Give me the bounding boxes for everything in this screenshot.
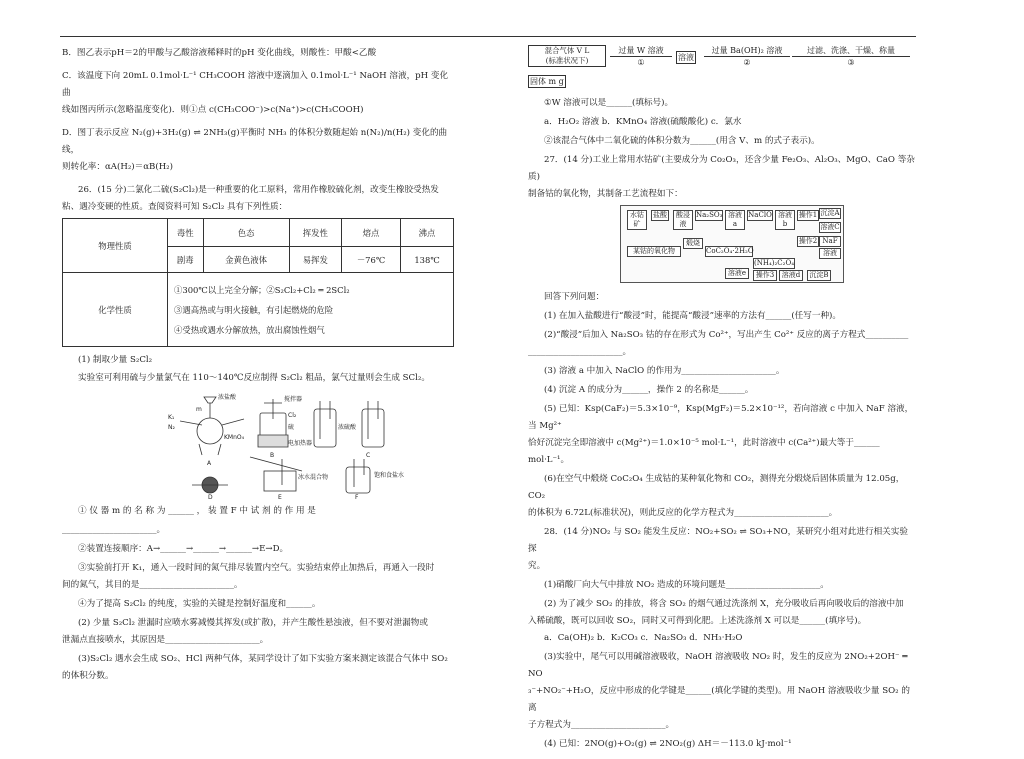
pf-hcl: 盐酸 xyxy=(653,211,667,219)
q28: 28．(14 分)NO₂ 与 SO₂ 能发生反应：NO₂+SO₂ ⇌ SO₃+NO，某研究小组对此进行相关实验探 xyxy=(528,527,908,554)
th-mp: 熔点 xyxy=(342,219,401,247)
t2b: 入稀硫酸，既可以回收 SO₂，同时又可得到化肥。上述洗涤剂 X 可以是______(填序号)。 xyxy=(528,616,867,626)
t3b: ₃⁻+NO₂⁻+H₂O，反应中形成的化学键是______(填化学键的类型)。用 NaOH 溶液吸收少量 SO₂ 的离 xyxy=(528,686,910,713)
ice-bath-icon xyxy=(264,471,296,491)
td-tox: 剧毒 xyxy=(168,247,204,273)
r1: (1) 在加入盐酸进行“酸浸”时，能提高“酸浸”速率的方法有______(任写一种)。 xyxy=(544,311,841,321)
option-d-line1: D．图丁表示反应 N₂(g)+3H₂(g) ⇌ 2NH₃(g)平衡时 NH₃ 的体积分数随起始 n(N₂)/n(H₂) 变化的曲线， xyxy=(62,128,448,155)
td-vol: 易挥发 xyxy=(289,247,341,273)
th-vol: 挥发性 xyxy=(289,219,341,247)
q27-line1: 27．(14 分)工业上常用水钴矿(主要成分为 Co₂O₃，还含少量 Fe₂O₃、Al₂O₃、MgO、CaO 等杂质) xyxy=(528,155,915,182)
r2: (2)“酸浸”后加入 Na₂SO₃ 钴的存在形式为 Co²⁺，写出产生 Co²⁺ 反应的离子方程式__________ xyxy=(544,330,909,340)
ice-label: 冰水混合物 xyxy=(298,474,329,481)
flow-step2: 过量 Ba(OH)₂ 溶液 xyxy=(704,45,790,57)
sat-label: 饱和食盐水 xyxy=(374,472,405,479)
pf-nh4: (NH₄)₂C₂O₄ xyxy=(754,259,795,267)
q26-line1: 26．(15 分)二氯化二硫(S₂Cl₂)是一种重要的化工原料，常用作橡胶硫化剂，改变生橡胶受热发 xyxy=(78,185,439,195)
pf-leach: 酸浸液 xyxy=(673,210,693,230)
t1: (1)硝酸厂向大气中排放 NO₂ 造成的环境问题是______________________。 xyxy=(544,580,829,590)
a6: (3)S₂Cl₂ 遇水会生成 SO₂、HCl 两种气体，某同学设计了如下实验方案来测定该混合气体中 SO₂ xyxy=(78,654,448,664)
pf-sold: 溶液d xyxy=(779,270,803,281)
option-d-line2: 则转化率：αA(H₂)＝αB(H₂) xyxy=(62,162,173,172)
apparatus-figure xyxy=(62,389,454,499)
r6b: 的体积为 6.72L(标准状况)，则此反应的化学方程式为______________________。 xyxy=(528,508,838,518)
sub1: (1) 制取少量 S₂Cl₂ xyxy=(78,355,153,365)
r5b: 恰好沉淀完全即溶液中 c(Mg²⁺)＝1.0×10⁻⁵ mol·L⁻¹，此时溶液中 c(Ca²⁺)最大等于______ mol·L⁻¹。 xyxy=(528,438,880,465)
m-label: m xyxy=(196,406,202,413)
pf-naf: NaF xyxy=(819,236,841,247)
r6: (6)在空气中煅烧 CoC₂O₄ 生成钴的某种氧化物和 CO₂，测得充分煅烧后固体质量为 12.05g，CO₂ xyxy=(528,474,905,501)
r2b: ______________________。 xyxy=(528,347,632,357)
s-label: 硫 xyxy=(288,424,295,431)
flow-cond: (标准状况下) xyxy=(545,56,589,65)
h2so4-label: 浓硫酸 xyxy=(338,424,357,431)
pf-naclo: NaClO xyxy=(748,211,772,219)
bottle-f-icon xyxy=(346,467,370,493)
flask-a-icon xyxy=(197,418,223,444)
th-bp: 沸点 xyxy=(401,219,454,247)
td-mp: －76℃ xyxy=(342,247,401,273)
fig-f: F xyxy=(355,494,359,499)
flow-step3: 过滤、洗涤、干燥、称量 xyxy=(792,45,910,57)
t4: (4) 已知：2NO(g)+O₂(g) ⇌ 2NO₂(g) ΔH＝－113.0 kJ·mol⁻¹ xyxy=(544,739,792,749)
funnel-icon xyxy=(204,397,216,403)
bottle-c-icon xyxy=(314,409,336,447)
t2c: a．Ca(OH)₂ b．K₂CO₃ c．Na₂SO₃ d．NH₃·H₂O xyxy=(544,633,743,643)
bottle-f-top-icon xyxy=(362,409,384,447)
pf-op3: 操作3 xyxy=(753,270,777,281)
t2: (2) 为了减少 SO₂ 的排放，将含 SO₂ 的烟气通过洗涤剂 X，充分吸收后再向吸收后的溶液中加 xyxy=(544,599,904,609)
w1: ①W 溶液可以是______(填标号)。 xyxy=(544,98,674,108)
th-tox: 毒性 xyxy=(168,219,204,247)
pf-soln: 溶液 xyxy=(819,248,841,259)
pf-solb: 溶液b xyxy=(775,210,795,230)
pf-solc: 溶液C xyxy=(820,223,840,231)
right-column xyxy=(528,95,915,759)
chem-2: ③遇高热或与明火接触，有引起燃烧的危险 xyxy=(174,304,334,315)
a6b: 的体积分数。 xyxy=(62,671,114,681)
pf-pa: 沉淀A xyxy=(820,209,840,217)
kmno4-label: KMnO₄ xyxy=(224,434,245,441)
fig-a: A xyxy=(207,460,212,467)
pf-sole: 溶液e xyxy=(725,268,749,279)
r4: (4) 沉淀 A 的成分为______，操作 2 的名称是______。 xyxy=(544,385,754,395)
td-bp: 138℃ xyxy=(401,247,454,273)
pf-sola: 溶液a xyxy=(725,210,745,230)
fig-b: B xyxy=(270,452,275,459)
w2: a．H₂O₂ 溶液 b．KMnO₄ 溶液(硫酸酸化) c．氯水 xyxy=(544,117,742,127)
q26-line2: 粘、遇冷变硬的性质。查阅资料可知 S₂Cl₂ 具有下列性质： xyxy=(62,202,288,212)
cl2-label: Cl₂ xyxy=(288,412,297,419)
th-color: 色态 xyxy=(203,219,289,247)
a3: ③实验前打开 K₁，通入一段时间的氮气排尽装置内空气。实验结束停止加热后，再通入一段时 xyxy=(78,563,435,573)
header-rule xyxy=(60,36,916,37)
pf-pb: 沉淀B xyxy=(807,270,831,281)
pf-na2so3: Na₂SO₃ xyxy=(696,211,723,219)
chem-3: ④受热或遇水分解放热，放出腐蚀性烟气 xyxy=(174,324,325,335)
properties-table xyxy=(62,218,454,347)
a1b: ______________________。 xyxy=(62,525,166,535)
stir-label: 搅拌器 xyxy=(284,396,303,403)
pf-op1: 操作1 xyxy=(798,211,818,219)
pf-coc2o4: CoC₂O₄·2H₂O xyxy=(706,247,754,255)
option-c-line1: C．该温度下向 20mL 0.1mol·L⁻¹ CH₃COOH 溶液中逐滴加入 0.1mol·L⁻¹ NaOH 溶液，pH 变化曲 xyxy=(62,71,449,98)
a4: ④为了提高 S₂Cl₂ 的纯度，实验的关键是控制好温度和______。 xyxy=(78,599,321,609)
left-column xyxy=(62,45,452,691)
flow-n1: ① xyxy=(637,58,645,67)
flow-solution: 溶液 xyxy=(678,53,694,62)
heater-label: 电加热器 xyxy=(288,440,313,447)
flow-step1: 过量 W 溶液 xyxy=(610,45,672,57)
k1-label: K₁ xyxy=(168,414,175,421)
r0: 回答下列问题： xyxy=(544,292,605,302)
chem-1: ①300℃以上完全分解；②S₂Cl₂+Cl₂ ═ 2SCl₂ xyxy=(174,284,350,295)
chem-label: 化学性质 xyxy=(63,273,168,347)
a3b: 间的氮气，其目的是______________________。 xyxy=(62,580,243,590)
flow-n2: ② xyxy=(743,58,751,67)
so2-flowchart xyxy=(528,45,918,85)
t3: (3)实验中，尾气可以用碱溶液吸收，NaOH 溶液吸收 NO₂ 时，发生的反应为 2NO₂+2OH⁻ ═ NO xyxy=(528,652,908,679)
option-c-line2: 线如图丙所示(忽略温度变化)．则①点 c(CH₃COO⁻)>c(Na⁺)>c(CH₃COOH) xyxy=(62,105,364,115)
t3c: 子方程式为______________________。 xyxy=(528,720,675,730)
flow-gas: 混合气体 V L xyxy=(544,46,590,55)
q28b: 究。 xyxy=(528,561,546,571)
fig-c: C xyxy=(366,452,371,459)
td-color: 金黄色液体 xyxy=(203,247,289,273)
option-b: B．图乙表示pH＝2的甲酸与乙酸溶液稀释时的pH 变化曲线，则酸性：甲酸<乙酸 xyxy=(62,48,377,58)
phys-label: 物理性质 xyxy=(63,219,168,273)
sub1-desc: 实验室可利用硫与少量氯气在 110～140℃反应制得 S₂Cl₂ 粗品，氯气过量则会生成 SCl₂。 xyxy=(78,373,430,383)
n2-label: N₂ xyxy=(168,424,175,431)
w3: ②该混合气体中二氧化硫的体积分数为______(用含 V、m 的式子表示)。 xyxy=(544,136,820,146)
a5b: 泄漏点直接喷水，其原因是______________________。 xyxy=(62,635,269,645)
flow-n3: ③ xyxy=(847,58,855,67)
pf-ore: 水钴矿 xyxy=(627,210,647,230)
process-flow xyxy=(620,205,844,283)
fig-e: E xyxy=(278,494,282,499)
a1: ① 仪 器 m 的 名 称 为 ______ ， 装 置 F 中 试 剂 的 作 用 是 xyxy=(78,506,316,516)
fig-d: D xyxy=(208,494,213,499)
r3: (3) 溶液 a 中加入 NaClO 的作用为______________________。 xyxy=(544,366,785,376)
a5: (2) 少量 S₂Cl₂ 泄漏时应喷水雾减慢其挥发(或扩散)，并产生酸性悬浊液，但不要对泄漏物或 xyxy=(78,618,428,628)
flow-solid: 固体 m g xyxy=(530,77,564,86)
r5: (5) 已知：Ksp(CaF₂)＝5.3×10⁻⁹，Ksp(MgF₂)＝5.2×10⁻¹²，若向溶液 c 中加入 NaF 溶液，当 Mg²⁺ xyxy=(528,404,914,431)
pf-op2: 操作2 xyxy=(798,237,818,245)
hcl-label: 浓盐酸 xyxy=(218,394,237,401)
pf-calc: 煅烧 xyxy=(683,238,703,249)
q27-line2: 制备钴的氧化物，其制备工艺流程如下： xyxy=(528,189,683,199)
a2: ②装置连接顺序：A→______→______→______→E→D。 xyxy=(78,544,289,554)
pf-oxide: 某钴的氧化物 xyxy=(627,246,681,257)
